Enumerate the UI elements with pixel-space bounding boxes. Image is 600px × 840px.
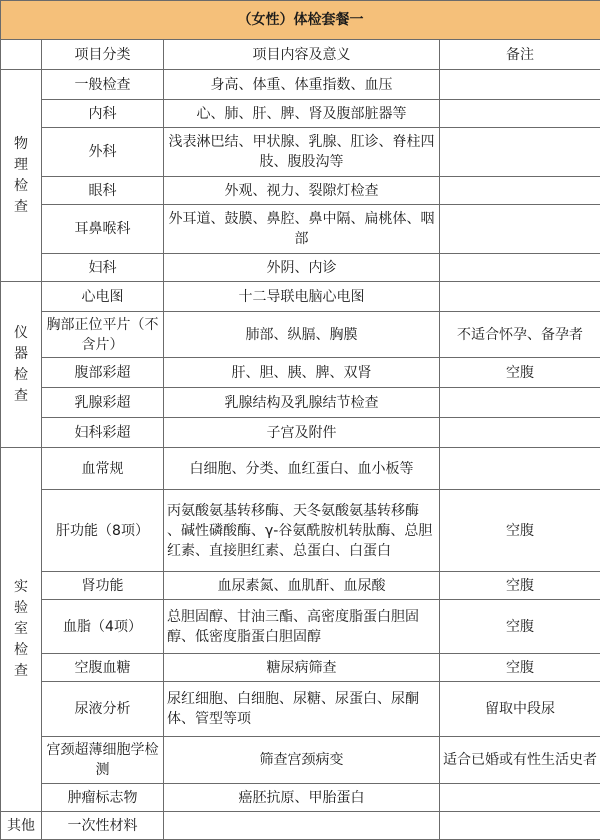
item-content: 总胆固醇、甘油三酯、高密度脂蛋白胆固醇、低密度脂蛋白胆固醇 bbox=[164, 600, 440, 654]
table-row bbox=[1, 737, 600, 784]
item-content: 身高、体重、体重指数、血压 bbox=[164, 70, 440, 100]
table-row bbox=[1, 312, 600, 358]
item-note bbox=[440, 128, 600, 177]
item-name: 肿瘤标志物 bbox=[42, 784, 164, 812]
item-content: 十二导联电脑心电图 bbox=[164, 282, 440, 312]
table-row bbox=[1, 682, 600, 737]
item-note: 空腹 bbox=[440, 654, 600, 682]
header-category: 项目分类 bbox=[42, 40, 164, 70]
item-note: 空腹 bbox=[440, 358, 600, 388]
item-name: 眼科 bbox=[42, 177, 164, 205]
item-note bbox=[440, 784, 600, 812]
item-note: 适合已婚或有性生活史者 bbox=[440, 737, 600, 784]
item-name: 血常规 bbox=[42, 448, 164, 490]
item-name: 乳腺彩超 bbox=[42, 388, 164, 418]
item-content: 子宫及附件 bbox=[164, 418, 440, 448]
item-note: 空腹 bbox=[440, 572, 600, 600]
table-row bbox=[1, 572, 600, 600]
item-note bbox=[440, 418, 600, 448]
title-row bbox=[1, 1, 600, 40]
item-note: 空腹 bbox=[440, 490, 600, 572]
item-name: 尿液分析 bbox=[42, 682, 164, 737]
item-note: 空腹 bbox=[440, 600, 600, 654]
item-note bbox=[440, 254, 600, 282]
group-label-instrument: 仪 器 检 查 bbox=[1, 282, 42, 448]
item-note: 留取中段尿 bbox=[440, 682, 600, 737]
item-note bbox=[440, 812, 600, 840]
item-content: 肝、胆、胰、脾、双肾 bbox=[164, 358, 440, 388]
item-note bbox=[440, 177, 600, 205]
table-row bbox=[1, 358, 600, 388]
item-name: 心电图 bbox=[42, 282, 164, 312]
item-note bbox=[440, 282, 600, 312]
item-name: 肝功能（8项） bbox=[42, 490, 164, 572]
header-blank bbox=[1, 40, 42, 70]
item-name: 内科 bbox=[42, 100, 164, 128]
item-content: 乳腺结构及乳腺结节检查 bbox=[164, 388, 440, 418]
table-row bbox=[1, 812, 600, 840]
table-row bbox=[1, 490, 600, 572]
group-label-lab: 实 验 室 检 查 bbox=[1, 448, 42, 812]
table-row bbox=[1, 254, 600, 282]
header-note: 备注 bbox=[440, 40, 600, 70]
item-note bbox=[440, 205, 600, 254]
table-row bbox=[1, 177, 600, 205]
item-name: 外科 bbox=[42, 128, 164, 177]
item-name: 胸部正位平片（不含片） bbox=[42, 312, 164, 358]
item-note bbox=[440, 448, 600, 490]
header-content: 项目内容及意义 bbox=[164, 40, 440, 70]
item-name: 血脂（4项） bbox=[42, 600, 164, 654]
item-note bbox=[440, 100, 600, 128]
table-row bbox=[1, 205, 600, 254]
item-name: 空腹血糖 bbox=[42, 654, 164, 682]
table-row bbox=[1, 654, 600, 682]
item-content: 血尿素氮、血肌酐、血尿酸 bbox=[164, 572, 440, 600]
item-name: 腹部彩超 bbox=[42, 358, 164, 388]
item-content: 白细胞、分类、血红蛋白、血小板等 bbox=[164, 448, 440, 490]
item-content: 肺部、纵膈、胸膜 bbox=[164, 312, 440, 358]
item-name: 妇科彩超 bbox=[42, 418, 164, 448]
item-content: 糖尿病筛查 bbox=[164, 654, 440, 682]
item-name: 一次性材料 bbox=[42, 812, 164, 840]
table-row bbox=[1, 70, 600, 100]
item-content: 心、肺、肝、脾、肾及腹部脏器等 bbox=[164, 100, 440, 128]
item-note bbox=[440, 70, 600, 100]
item-name: 妇科 bbox=[42, 254, 164, 282]
item-content: 癌胚抗原、甲胎蛋白 bbox=[164, 784, 440, 812]
item-content: 外耳道、鼓膜、鼻腔、鼻中隔、扁桃体、咽部 bbox=[164, 205, 440, 254]
item-note: 不适合怀孕、备孕者 bbox=[440, 312, 600, 358]
item-content: 尿红细胞、白细胞、尿糖、尿蛋白、尿酮体、管型等项 bbox=[164, 682, 440, 737]
group-label-physical: 物 理 检 查 bbox=[1, 70, 42, 282]
table-row bbox=[1, 418, 600, 448]
table-row bbox=[1, 448, 600, 490]
item-name: 一般检查 bbox=[42, 70, 164, 100]
item-content: 浅表淋巴结、甲状腺、乳腺、肛诊、脊柱四肢、腹股沟等 bbox=[164, 128, 440, 177]
table-row bbox=[1, 282, 600, 312]
item-name: 肾功能 bbox=[42, 572, 164, 600]
table-row bbox=[1, 784, 600, 812]
table-row bbox=[1, 100, 600, 128]
table-title: （女性）体检套餐一 bbox=[1, 1, 600, 40]
header-row bbox=[1, 40, 600, 70]
item-content: 外观、视力、裂隙灯检查 bbox=[164, 177, 440, 205]
group-label-other: 其他 bbox=[1, 812, 42, 840]
item-note bbox=[440, 388, 600, 418]
table-row bbox=[1, 388, 600, 418]
item-name: 宫颈超薄细胞学检测 bbox=[42, 737, 164, 784]
item-content: 筛查宫颈病变 bbox=[164, 737, 440, 784]
table-row bbox=[1, 600, 600, 654]
table-row bbox=[1, 128, 600, 177]
item-content: 外阴、内诊 bbox=[164, 254, 440, 282]
item-content bbox=[164, 812, 440, 840]
item-name: 耳鼻喉科 bbox=[42, 205, 164, 254]
item-content: 丙氨酸氨基转移酶、天冬氨酸氨基转移酶 、碱性磷酸酶、γ-谷氨酰胺机转肽酶、总胆红素、直接胆红素、总蛋白、白蛋白 bbox=[164, 490, 440, 572]
